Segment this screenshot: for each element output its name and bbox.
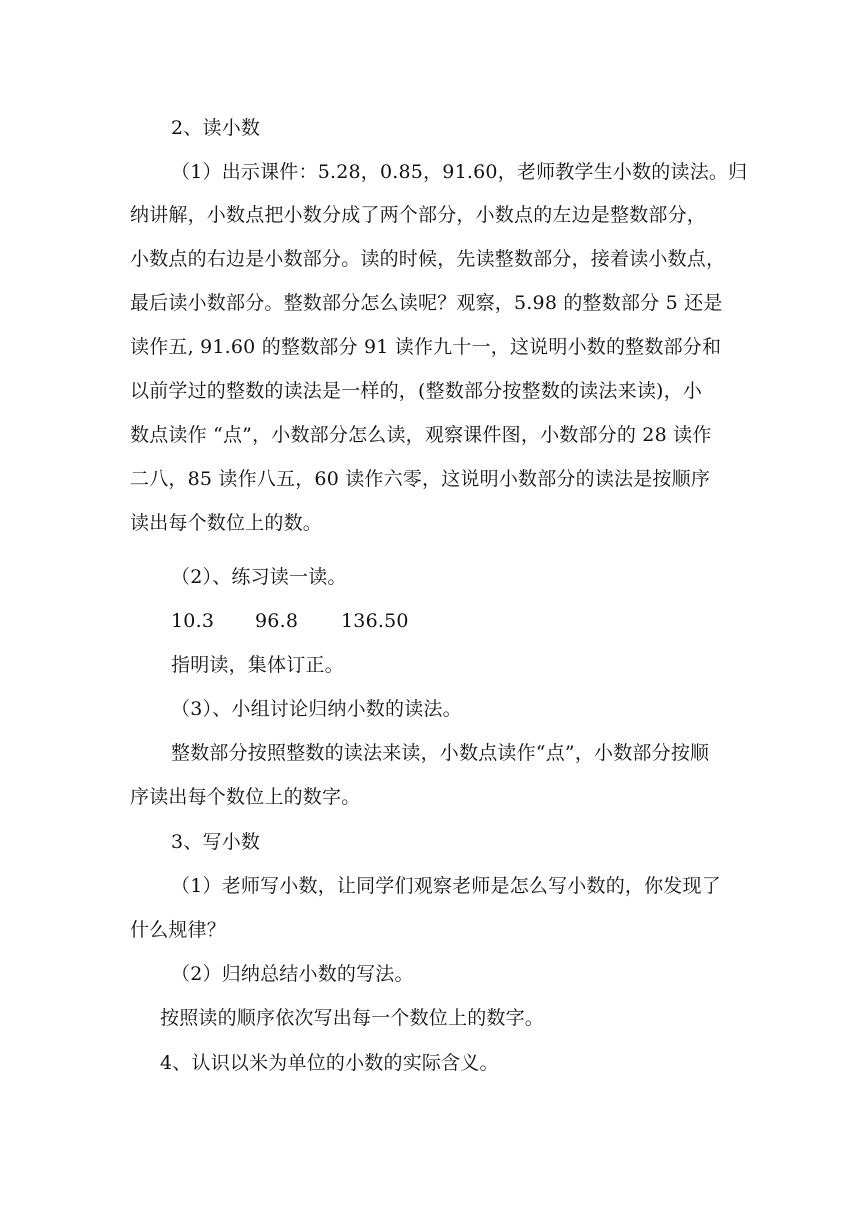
paragraph-line: 二八，85 读作八五，60 读作六零，这说明小数部分的读法是按顺序 bbox=[130, 468, 711, 490]
practice-numbers bbox=[171, 609, 409, 633]
paragraph-line: 数点读作 “点”，小数部分怎么读，观察课件图，小数部分的 28 读作 bbox=[130, 424, 712, 446]
paragraph-line: （1）出示课件：5.28，0.85，91.60，老师教学生小数的读法。归 bbox=[171, 161, 748, 183]
practice-number: 10.3 bbox=[171, 610, 215, 632]
paragraph-line: 序读出每个数位上的数字。 bbox=[130, 786, 361, 808]
practice-number: 136.50 bbox=[341, 610, 409, 632]
paragraph-line: 按照读的顺序依次写出每一个数位上的数字。 bbox=[160, 1007, 545, 1029]
section-heading-write: 3、写小数 bbox=[171, 831, 261, 853]
paragraph-line: （1）老师写小数，让同学们观察老师是怎么写小数的，你发现了 bbox=[171, 875, 721, 897]
discussion-heading: （3）、小组讨论归纳小数的读法。 bbox=[171, 698, 462, 720]
practice-heading: （2）、练习读一读。 bbox=[171, 566, 347, 588]
section-heading-read: 2、读小数 bbox=[171, 117, 261, 139]
paragraph-line: 最后读小数部分。整数部分怎么读呢？观察，5.98 的整数部分 5 还是 bbox=[130, 292, 723, 314]
paragraph-line: 读作五, 91.60 的整数部分 91 读作九十一，这说明小数的整数部分和 bbox=[130, 336, 722, 358]
paragraph-line: 指明读，集体订正。 bbox=[171, 654, 344, 676]
paragraph-line: 什么规律？ bbox=[130, 919, 227, 941]
section-heading-meaning: 4、认识以米为单位的小数的实际含义。 bbox=[160, 1052, 499, 1074]
paragraph-line: 读出每个数位上的数。 bbox=[130, 512, 323, 534]
paragraph-line: 整数部分按照整数的读法来读，小数点读作“点”，小数部分按顺 bbox=[171, 742, 710, 764]
paragraph-line: 纳讲解，小数点把小数分成了两个部分，小数点的左边是整数部分， bbox=[130, 204, 707, 226]
paragraph-line: （2）归纳总结小数的写法。 bbox=[171, 963, 414, 985]
paragraph-line: 以前学过的整数的读法是一样的，(整数部分按整数的读法来读)，小 bbox=[130, 380, 703, 402]
practice-number: 96.8 bbox=[255, 610, 299, 632]
paragraph-line: 小数点的右边是小数部分。读的时候，先读整数部分，接着读小数点， bbox=[130, 248, 726, 270]
